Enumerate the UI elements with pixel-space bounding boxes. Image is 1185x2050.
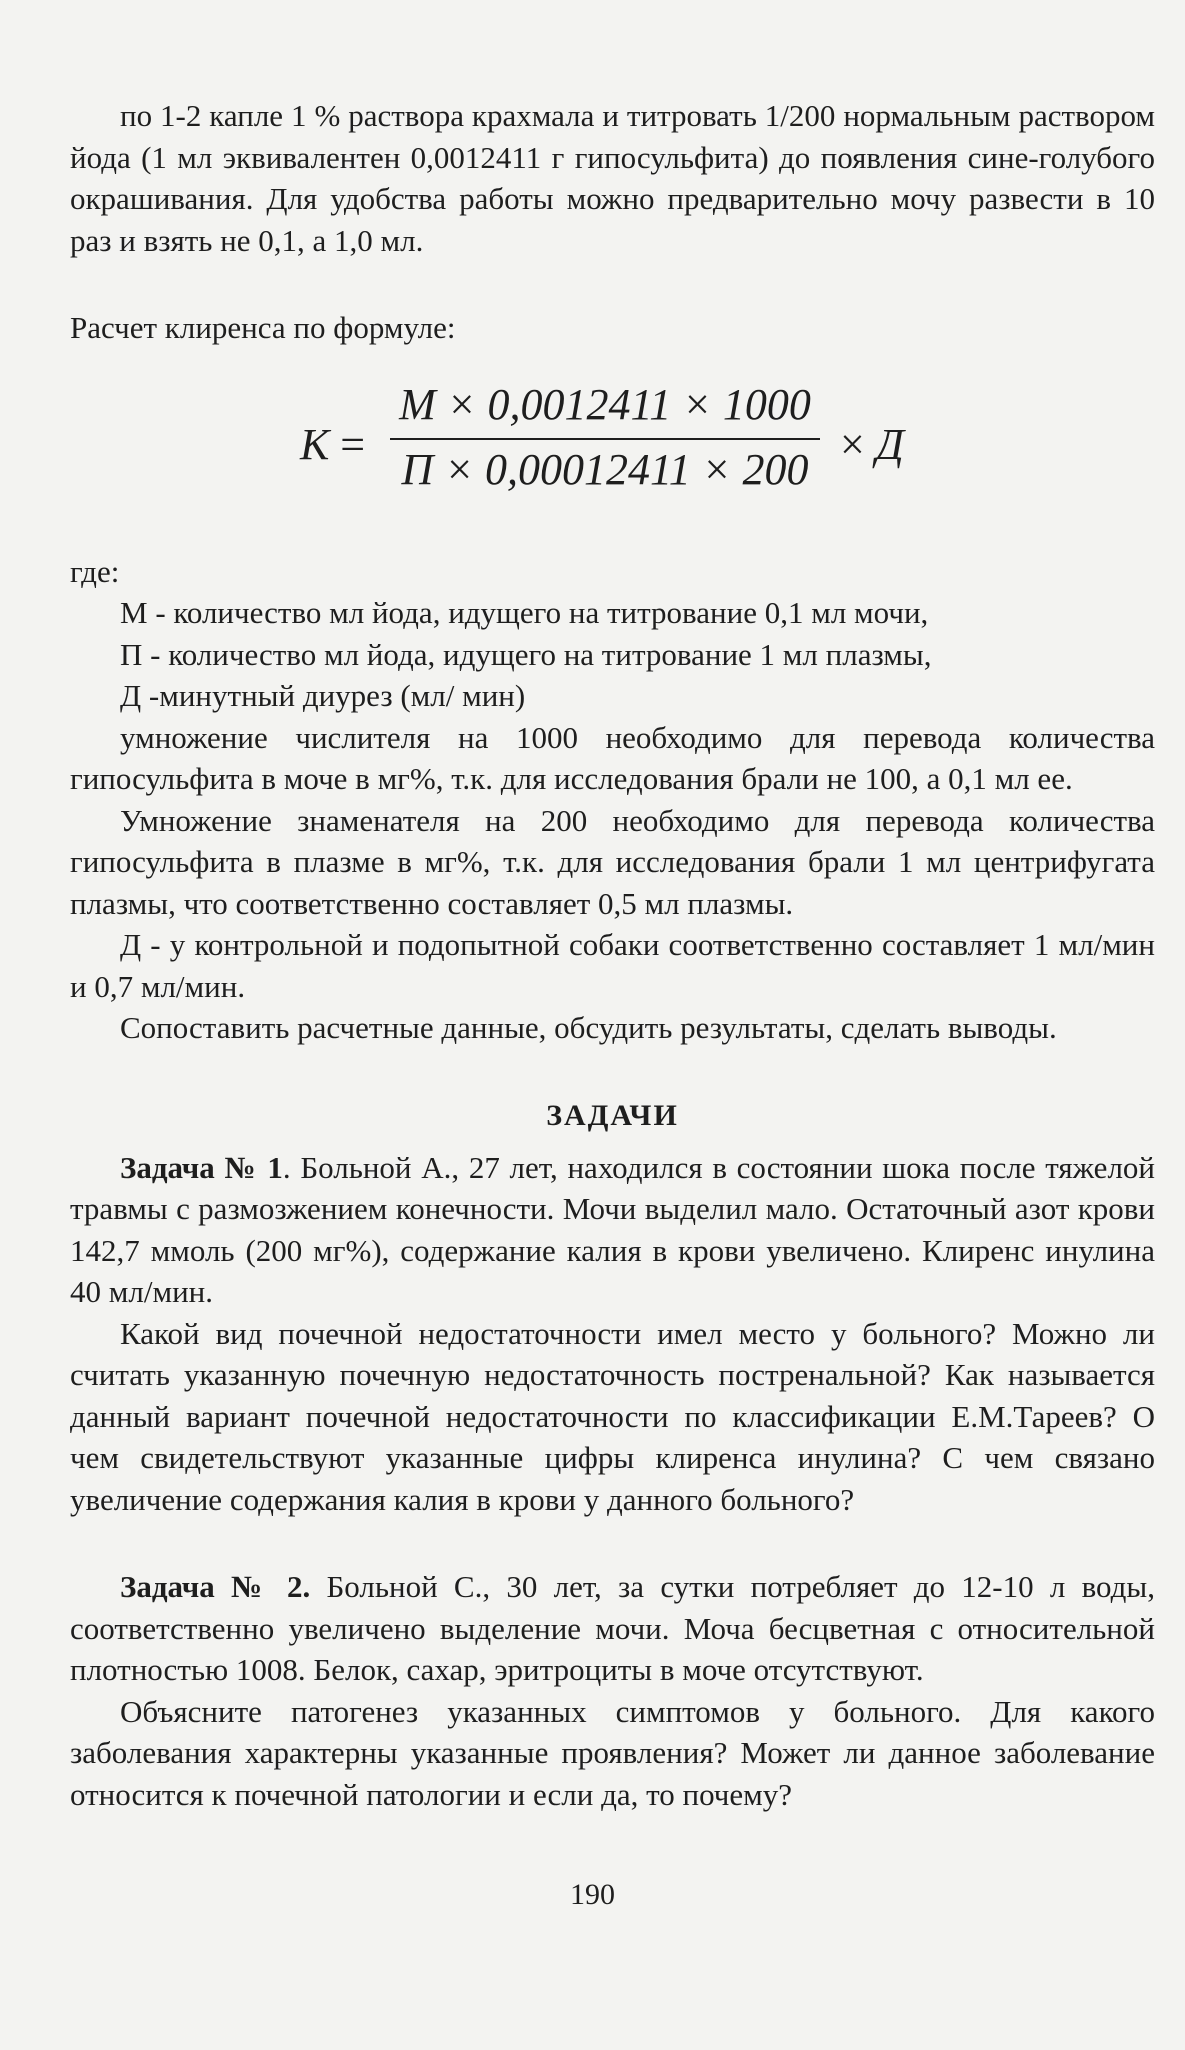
calc-label: Расчет клиренса по формуле: <box>70 310 456 345</box>
paragraph-numerator: умножение числителя на 1000 необходимо для перевода количества гипосульфита в моче в мг%, т.к. для исследования брали не 100, а 0,1 мл ее. <box>70 719 1155 796</box>
task2-label: Задача № 2. <box>120 1569 311 1604</box>
formula-lhs <box>300 419 365 470</box>
clearance-formula <box>70 379 1155 529</box>
paragraph-denominator: Умножение знаменателя на 200 необходимо для перевода количества гипосульфита в плазме в мг%, т.к. для исследования брали 1 мл центрифугата плазмы, что соответственно составляет 0,5 мл плазмы. <box>70 802 1155 921</box>
task2-questions: Объясните патогенез указанных симптомов у больного. Для какого заболевания характерны указанные проявления? Может ли данное заболевание относится к почечной патологии и если да, то почему? <box>70 1693 1155 1812</box>
task1-paragraph <box>70 1147 1155 1313</box>
intro-paragraph: по 1-2 капле 1 % раствора крахмала и титровать 1/200 нормальным раствором йода (1 мл эквивалентен 0,0012411 г гипосульфита) до появления сине-голубого окрашивания. Для удобства работы можно предварительно мочу развести в 10 раз и взять не 0,1, а 1,0 мл. <box>70 98 1155 258</box>
task2-paragraph <box>70 1566 1155 1691</box>
definition-d: Д -минутный диурез (мл/ мин) <box>120 678 526 713</box>
formula-denominator: П × 0,00012411 × 200 <box>401 444 809 494</box>
task1-questions: Какой вид почечной недостаточности имел место у больного? Можно ли считать указанную почечную недостаточность постренальной? Как называется данный вариант почечной недостаточности по классификации Е.М.Тареев? О чем свидетельствуют указанные цифры клиренса инулина? С чем связано увеличение содержания калия в крови у данного больного? <box>70 1315 1155 1517</box>
where-label: где: <box>70 553 120 589</box>
task2-text: Больной С., 30 лет, за сутки потребляет до 12-10 л воды, соответственно увеличено выделение мочи. Моча бесцветная с относительной плотностью 1008. Белок, сахар, эритроциты в моче отсутствуют. <box>70 1569 1155 1687</box>
tasks-heading: ЗАДАЧИ <box>546 1098 679 1132</box>
formula-rhs <box>840 419 904 470</box>
formula-fraction <box>390 379 820 495</box>
definition-m: М - количество мл йода, идущего на титрование 0,1 мл мочи, <box>120 595 929 630</box>
task1-label: Задача № 1 <box>120 1149 283 1185</box>
formula-rhs-var: Д <box>875 419 904 469</box>
formula-times: × <box>840 419 865 469</box>
formula-lhs-var: К <box>300 419 330 469</box>
definition-p: П - количество мл йода, идущего на титрование 1 мл плазмы, <box>120 636 932 672</box>
paragraph-conclusion: Сопоставить расчетные данные, обсудить результаты, сделать выводы. <box>120 1010 1057 1045</box>
formula-equals: = <box>340 419 366 469</box>
page-number: 190 <box>570 1878 615 1911</box>
task1-text: . Больной А., 27 лет, находился в состоянии шока после тяжелой травмы с размозжением конечности. Мочи выделил мало. Остаточный азот крови 142,7 ммоль (200 мг%), содержание калия в крови увеличено. Клиренс инулина 40 мл/мин. <box>70 1149 1155 1309</box>
paragraph-diuresis: Д - у контрольной и подопытной собаки соответственно составляет 1 мл/мин и 0,7 мл/мин. <box>70 927 1155 1004</box>
formula-numerator: М × 0,0012411 × 1000 <box>390 379 820 440</box>
page-body <box>70 95 1155 1815</box>
